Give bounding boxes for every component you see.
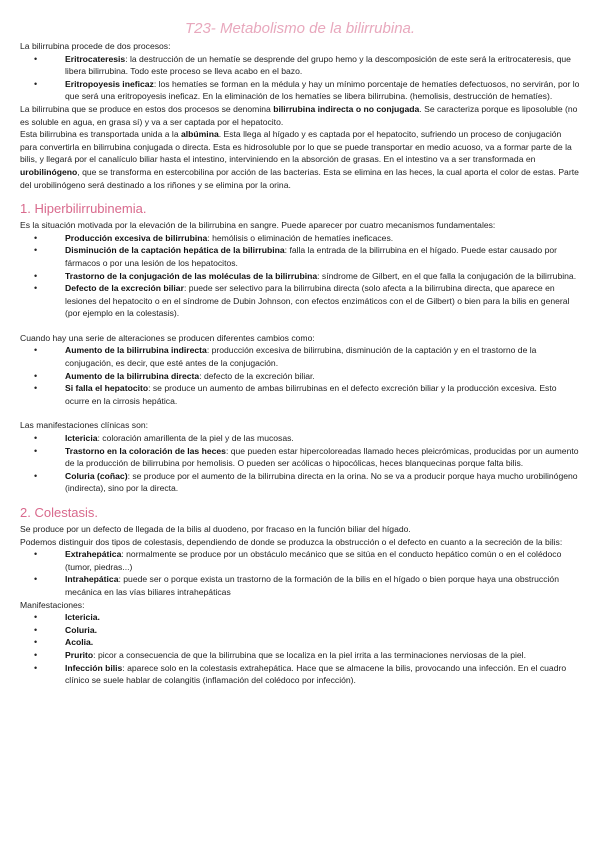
list-item: • Eritrocateresis: la destrucción de un hematíe se desprende del grupo hemo y la descomposición de este será la eritrocateresis, que libera bilirrubina. Todo este proceso se lleva acabo en el bazo. bbox=[20, 53, 580, 78]
list-item: • Ictericia: coloración amarillenta de la piel y de las mucosas. bbox=[20, 432, 580, 445]
section-heading-colestasis: 2. Colestasis. bbox=[20, 505, 99, 520]
list-item: • Coluria (coñac): se produce por el aumento de la bilirrubina directa en la orina. No se va a producir porque haya mucho urobilinógeno (indirecta), sino por la directa. bbox=[20, 470, 580, 495]
list-item: • Disminución de la captación hepática de la bilirrubina: falla la entrada de la bilirrubina en el hígado. Puede estar causado por fármacos o por una lesión de los hepatocitos. bbox=[20, 244, 580, 269]
section2-lead-1: Se produce por un defecto de llegada de la bilis al duodeno, por fracaso en la función biliar del hígado. bbox=[20, 524, 411, 534]
list-item: • Extrahepática: normalmente se produce por un obstáculo mecánico que se sitúa en el conducto hepático común o en el colédoco (tumor, piedras...) bbox=[20, 548, 580, 573]
list-item: • Coluria. bbox=[20, 624, 580, 637]
colestasis-types-list bbox=[20, 548, 580, 598]
intro-lead: La bilirrubina procede de dos procesos: bbox=[20, 41, 171, 51]
colestasis-manifestations-list bbox=[20, 611, 580, 687]
section1-lead: Es la situación motivada por la elevación de la bilirrubina en sangre. Puede aparecer por cuatro mecanismos fundamentales: bbox=[20, 220, 496, 231]
document-page bbox=[20, 0, 580, 687]
list-item: • Ictericia. bbox=[20, 611, 580, 624]
list-item: • Acolia. bbox=[20, 636, 580, 649]
intro-paragraph-2: Esta bilirrubina es transportada unida a la albúmina. Esta llega al hígado y es captada por el hepatocito, sufriendo un proceso de conjugación para convertirla en bilirrubina conjugada o directa. Esta es hidrosoluble por lo que se puede transportar en medio acuoso, va a formar parte de la bilis, y llegará por el canalículo biliar hasta el intestino, interviniendo en la absorción de grasas. En el intestino va a ser transformada en urobilinógeno, que se transforma en estercobilina por acción de las bacterias. Esta se elimina en las heces, la cual aporta el color de estas. Parte del urobilinógeno será destinado a los riñones y se elimina por la orina. bbox=[20, 129, 579, 190]
changes-list bbox=[20, 344, 580, 407]
changes-lead: Cuando hay una serie de alteraciones se producen diferentes cambios como: bbox=[20, 332, 315, 343]
list-item: • Infección bilis: aparece solo en la colestasis extrahepática. Hace que se almacene la bilis, provocando una infección. En el cuadro clínico se suele hablar de colangitis (inflamación del colédoco por infección). bbox=[20, 662, 580, 687]
list-item: • Producción excesiva de bilirrubina: hemólisis o eliminación de hematíes ineficaces. bbox=[20, 232, 580, 245]
intro-process-list bbox=[20, 53, 580, 103]
list-item: • Aumento de la bilirrubina directa: defecto de la excreción biliar. bbox=[20, 370, 580, 383]
list-item: • Trastorno en la coloración de las heces: que pueden estar hipercoloreadas llamado heces pleicrómicas, producidas por un aumento de la producción de bilirrubina por hemolisis. O pueden ser acólicas o hipocólicas, heces blanquecinas porque falta bilis. bbox=[20, 445, 580, 470]
section-heading-hiperbilirrubinemia: 1. Hiperbilirrubinemia. bbox=[20, 201, 147, 217]
manifestations-lead: Las manifestaciones clínicas son: bbox=[20, 420, 149, 431]
mechanisms-list bbox=[20, 232, 580, 320]
list-item: • Aumento de la bilirrubina indirecta: producción excesiva de bilirrubina, disminución de la captación y en el trastorno de la conjugación, es decir, que esté antes de la conjugación. bbox=[20, 344, 580, 369]
list-item: • Si falla el hepatocito: se produce un aumento de ambas bilirrubinas en el defecto excreción biliar y la producción excesiva. Esto ocurre en la cirrosis hepática. bbox=[20, 382, 580, 407]
section2-lead-2: Podemos distinguir dos tipos de colestasis, dependiendo de donde se produzca la obstrucción o el defecto en cuanto a la secreción de la bilis: bbox=[20, 536, 563, 547]
list-item: • Eritropoyesis ineficaz: los hematíes se forman en la médula y hay un mínimo porcentaje de hematíes defectuosos, no servirán, por lo que será una eritropoyesis ineficaz. En la eliminación de los hematíes se libera bilirrubina. (hemolisis, destrucción de hematíes). bbox=[20, 78, 580, 103]
list-item: • Prurito: picor a consecuencia de que la bilirrubina que se localiza en la piel irrita a las terminaciones nerviosas de la piel. bbox=[20, 649, 580, 662]
list-item: • Intrahepática: puede ser o porque exista un trastorno de la formación de la bilis en el hígado o bien porque haya una obstrucción mecánica en las vías biliares intrahepáticas bbox=[20, 573, 580, 598]
manifestations-list bbox=[20, 432, 580, 495]
intro-paragraph-1: La bilirrubina que se produce en estos dos procesos se denomina bilirrubina indirecta o no conjugada. Se caracteriza porque es liposoluble (no es soluble en agua, en grasa sí) y va a ser captada por el hepatocito. bbox=[20, 103, 578, 127]
section2-manifestations-lead: Manifestaciones: bbox=[20, 599, 85, 610]
page-title: T23- Metabolismo de la bilirrubina. bbox=[184, 20, 416, 37]
list-item: • Trastorno de la conjugación de las moléculas de la bilirrubina: síndrome de Gilbert, en el que falla la conjugación de la bilirrubina. bbox=[20, 270, 580, 283]
list-item: • Defecto de la excreción biliar: puede ser selectivo para la bilirrubina directa (solo afecta a la bilirrubina directa, que aparece en lesiones del hepatocito o en el síndrome de Dubin Johnson, con efectos enzimáticos con el de Gilbert) o bien para la bilis en general (por ejemplo en la colestasis). bbox=[20, 282, 580, 320]
